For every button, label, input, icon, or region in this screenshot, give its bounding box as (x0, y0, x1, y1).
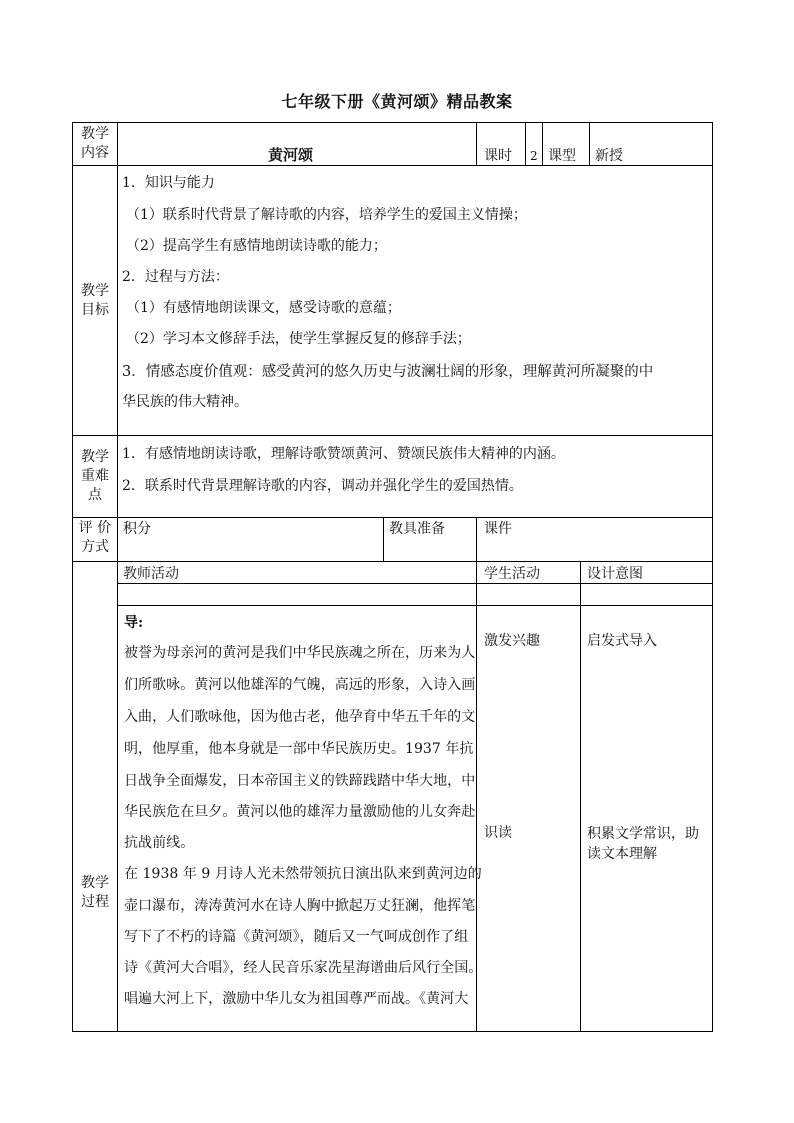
teacher-activity-line: 写下了不朽的诗篇《黄河颂》，随后又一气呵成创作了组 (124, 929, 469, 945)
table-rule (476, 517, 477, 562)
table-rule (589, 122, 590, 166)
objective-line: （1）联系时代背景了解诗歌的内容，培养学生的爱国主义情操； (126, 207, 527, 223)
teacher-activity-line: 诗《黄河大合唱》，经人民音乐家冼星海谱曲后风行全国。 (124, 960, 483, 976)
row-label-evaluation: 评 价 方式 (78, 520, 112, 555)
table-rule (476, 122, 477, 166)
key-point-line: 2．联系时代背景理解诗歌的内容，调动并强化学生的爱国热情。 (122, 478, 523, 494)
teacher-activity-line: 们所歌咏。黄河以他雄浑的气魄，高远的形象，入诗入画 (124, 677, 476, 693)
row-label-objectives: 教学 目标 (81, 283, 109, 318)
type-value: 新授 (595, 148, 623, 164)
hours-value: 2 (530, 149, 538, 163)
table-rule (525, 122, 526, 166)
design-intent: 启发式导入 (587, 633, 657, 649)
table-rule (383, 517, 384, 562)
column-header-teacher: 教师活动 (123, 566, 179, 582)
table-rule (72, 517, 713, 518)
teacher-activity-line: 日战争全面爆发，日本帝国主义的铁蹄践踏中华大地，中 (124, 773, 476, 789)
prep-value: 课件 (484, 521, 512, 537)
teacher-activity-line: 明，他厚重，他本身就是一部中华民族历史。1937 年抗 (124, 741, 474, 757)
row-label-process: 教学 过程 (81, 875, 109, 910)
teacher-activity-line: 抗战前线。 (124, 835, 195, 851)
lesson-plan-table (72, 122, 713, 1032)
table-rule (72, 561, 713, 562)
objective-line: 3．情感态度价值观：感受黄河的悠久历史与波澜壮阔的形象，理解黄河所凝聚的中 (122, 364, 654, 380)
column-header-design: 设计意图 (587, 566, 643, 582)
objective-line: 1．知识与能力 (122, 175, 215, 191)
table-rule (117, 583, 713, 584)
document-title: 七年级下册《黄河颂》精品教案 (281, 92, 513, 111)
objective-line: 2．过程与方法： (122, 269, 229, 285)
prep-label: 教具准备 (389, 521, 445, 537)
objective-line: 华民族的伟大精神。 (122, 394, 248, 410)
teacher-activity-line: 被誉为母亲河的黄河是我们中华民族魂之所在，历来为人 (124, 645, 476, 661)
row-label-key-points: 教学 重难 点 (81, 449, 109, 503)
table-rule (580, 561, 581, 1032)
table-rule (542, 122, 543, 166)
evaluation-method: 积分 (123, 521, 151, 537)
student-activity: 识读 (484, 825, 512, 841)
table-rule (72, 435, 713, 436)
key-point-line: 1．有感情地朗读诗歌，理解诗歌赞颂黄河、赞颂民族伟大精神的内涵。 (122, 446, 565, 462)
design-intent: 积累文学常识，助 读文本理解 (587, 826, 699, 862)
table-rule (712, 122, 713, 1032)
teacher-activity-line: 在 1938 年 9 月诗人光未然带领抗日演出队来到黄河边的 (124, 866, 482, 882)
teacher-activity-line: 唱遍大河上下，激励中华儿女为祖国尊严而战。《黄河大 (124, 991, 469, 1007)
teacher-activity-line: 入曲，人们歌咏他，因为他古老，他孕育中华五千年的文 (124, 709, 476, 725)
table-rule (117, 122, 118, 1032)
table-rule (72, 165, 713, 166)
hours-label: 课时 (484, 148, 512, 164)
table-rule (72, 1031, 713, 1032)
objective-line: （1）有感情地朗读课文，感受诗歌的意蕴； (126, 300, 401, 316)
type-label: 课型 (548, 148, 576, 164)
teacher-activity-line: 华民族危在旦夕。黄河以他的雄浑力量激励他的儿女奔赴 (124, 804, 476, 820)
table-rule (117, 605, 713, 606)
row-label-content: 教学 内容 (81, 126, 109, 161)
column-header-student: 学生活动 (484, 566, 540, 582)
intro-heading: 导: (124, 615, 144, 631)
table-rule (72, 122, 713, 123)
objective-line: （2）学习本文修辞手法，使学生掌握反复的修辞手法； (126, 331, 471, 347)
objective-line: （2）提高学生有感情地朗读诗歌的能力； (126, 238, 387, 254)
lesson-title: 黄河颂 (268, 146, 314, 164)
student-activity: 激发兴趣 (484, 633, 540, 649)
teacher-activity-line: 壶口瀑布，涛涛黄河水在诗人胸中掀起万丈狂澜，他挥笔 (124, 898, 476, 914)
